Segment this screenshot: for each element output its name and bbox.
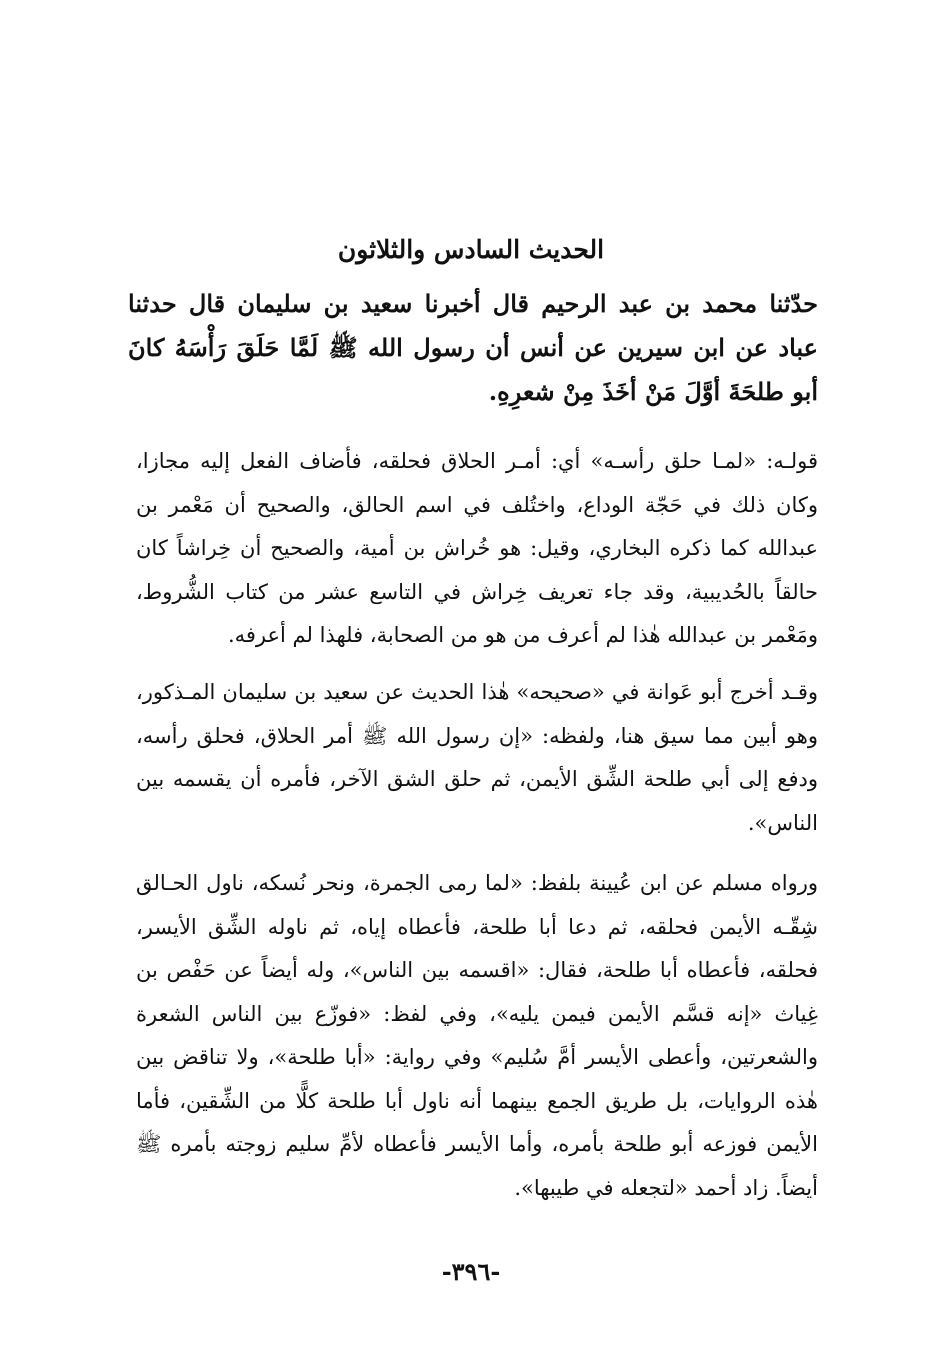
commentary-paragraph-1: قولـه: «لمـا حلق رأسـه» أي: أمـر الحلاق فحلقه، فأضاف الفعل إليه مجازا، وكان ذلك في حَجّة الوداع، واختُلف في اسم الحالق، والصحيح أن مَعْمر بن عبدالله كما ذكره البخاري، وقيل: هو خُراش بن أمية، والصحيح أن خِراشاً كان حالقاً بالحُديبية، وقد جاء تعريف خِراش في التاسع عشر من كتاب الشُّروط، ومَعْمر بن عبدالله هٰذا لم أعرف من هو من الصحابة، فلهذا لم أعرفه. [136,449,818,647]
page-number: -٣٩٦- [441,1257,501,1286]
hadith-title: الحديث السادس والثلاثون [337,235,605,264]
hadith-text: حدّثنا محمد بن عبد الرحيم قال أخبرنا سعيد بن سليمان قال حدثنا عباد عن ابن سيرين عن أنس أن رسول الله ﷺ لَمَّا حَلَقَ رَأْسَهُ كانَ أبو طلحَةَ أوَّلَ مَنْ أخَذَ مِنْ شعرِهِ. [128,289,818,406]
commentary-paragraph-2: وقـد أخرج أبو عَوانة في «صحيحه» هٰذا الحديث عن سعيد بن سليمان المـذكور، وهو أبين مما سيق هنا، ولفظه: «إن رسول الله ﷺ أمر الحلاق، فحلق رأسه، ودفع إلى أبي طلحة الشِّق الأيمن، ثم حلق الشق الآخر، فأمره أن يقسمه بين الناس». [136,680,818,835]
commentary-paragraph-3: ورواه مسلم عن ابن عُيينة بلفظ: «لما رمى الجمرة، ونحر نُسكه، ناول الحـالق شِقّـه الأيمن فحلقه، ثم دعا أبا طلحة، فأعطاه إياه، ثم ناوله الشِّق الأيسر، فحلقه، فأعطاه أبا طلحة، فقال: «اقسمه بين الناس»، وله أيضاً عن حَفْص بن غِياث «إنه قسَّم الأيمن فيمن يليه»، وفي لفظ: «فوزّع بين الناس الشعرة والشعرتين، وأعطى الأيسر أمَّ سُليم» وفي رواية: «أبا طلحة»، ولا تناقض بين هٰذه الروايات، بل طريق الجمع بينهما أنه ناول أبا طلحة كلًّا من الشِّقين، فأما الأيمن فوزعه أبو طلحة بأمره، وأما الأيسر فأعطاه لأمِّ سليم زوجته بأمره ﷺ أيضاً. زاد أحمد «لتجعله في طيبها». [136,871,818,1200]
